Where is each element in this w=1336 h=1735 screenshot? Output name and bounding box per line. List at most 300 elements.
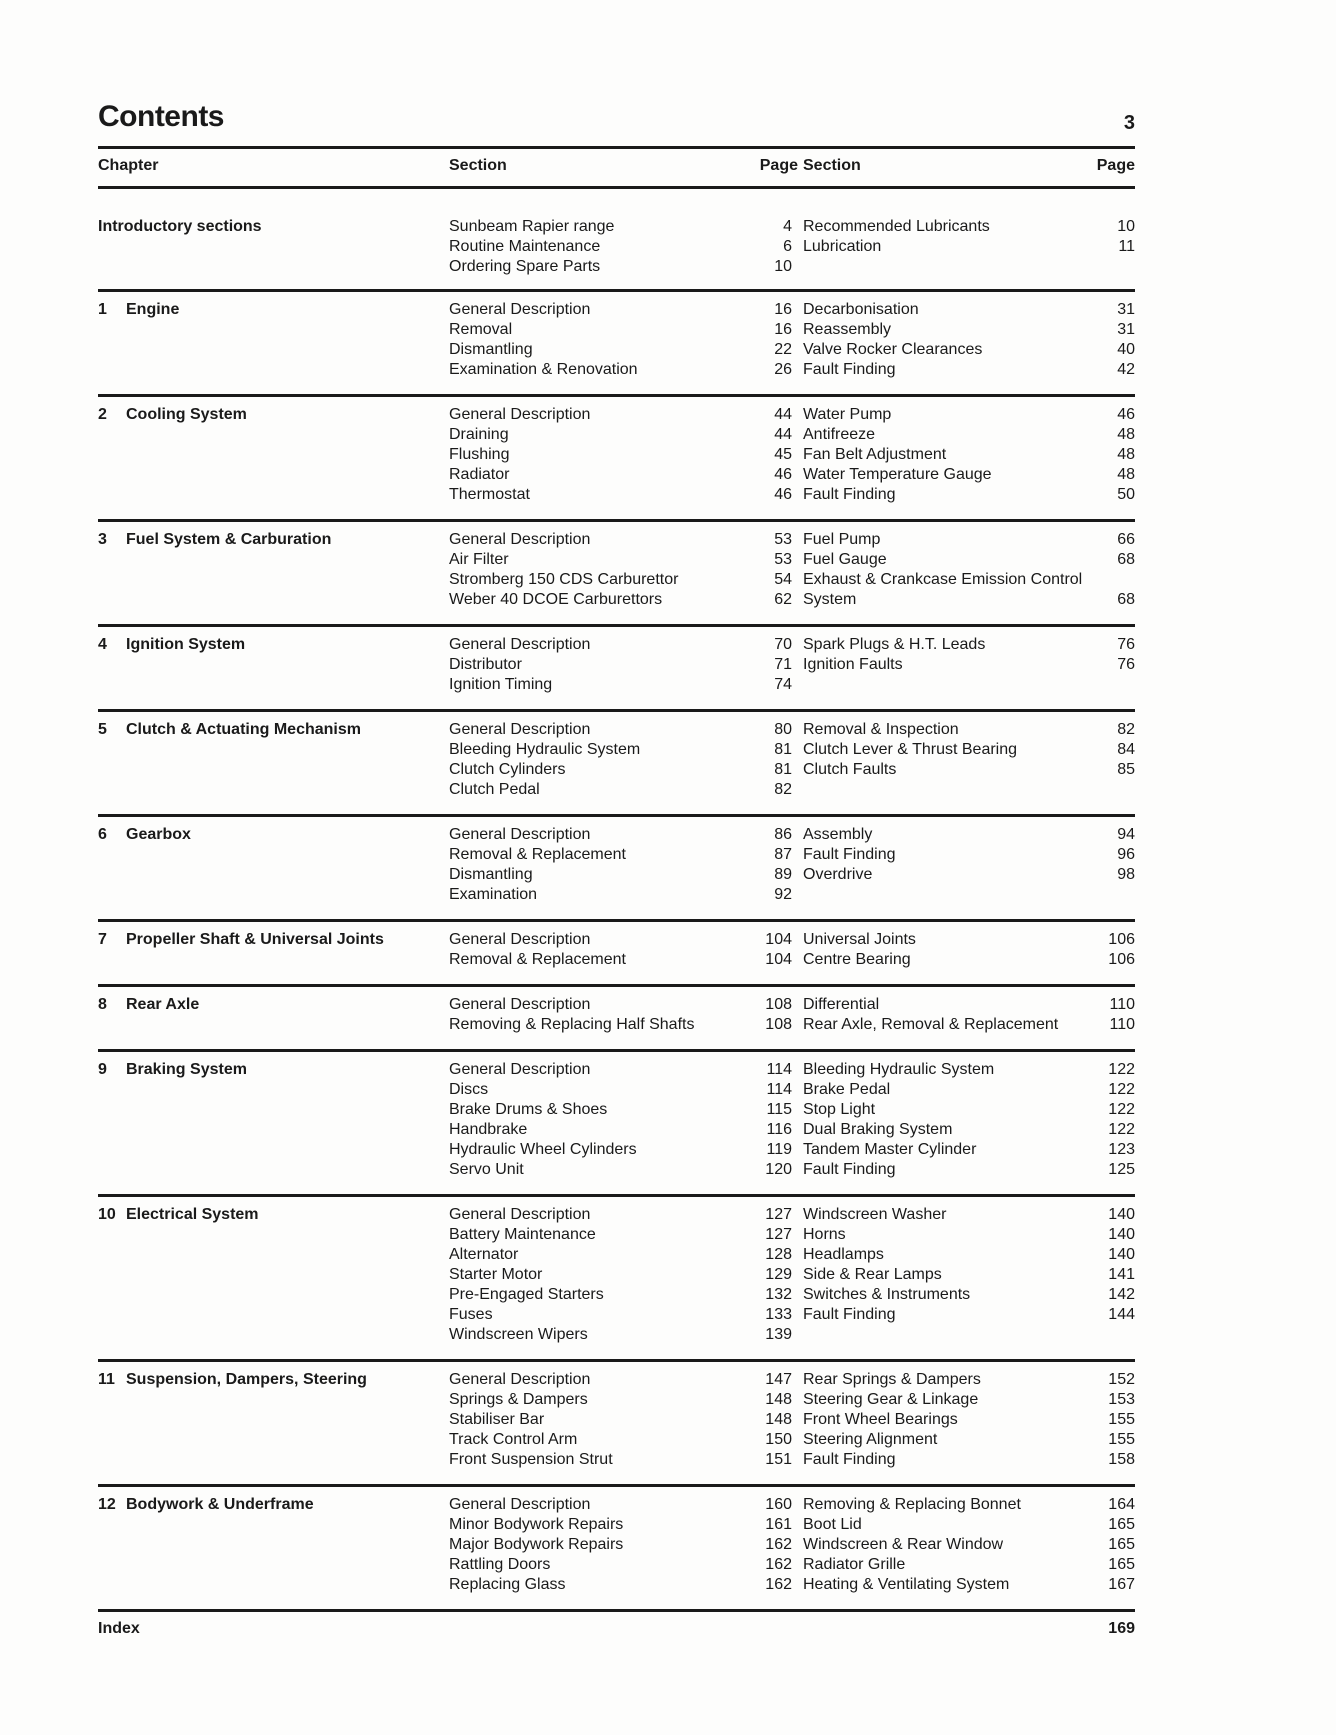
toc-entry[interactable] [449, 1495, 792, 1515]
right-section-column [803, 530, 1135, 610]
toc-entry[interactable] [449, 1515, 792, 1535]
entry-label: General Description [449, 636, 591, 653]
entry-label: Servo Unit [449, 1161, 524, 1178]
chapter-title[interactable] [98, 720, 361, 740]
section-columns [449, 217, 1135, 277]
toc-entry[interactable] [449, 530, 792, 550]
chapter-block [98, 1197, 1135, 1359]
toc-entry[interactable] [803, 530, 1135, 550]
entry-page: 164 [1108, 1496, 1135, 1513]
toc-entry[interactable] [449, 995, 792, 1015]
entry-label: Ignition Faults [803, 656, 903, 673]
toc-entry[interactable] [449, 865, 792, 885]
toc-entry[interactable] [449, 885, 792, 905]
entry-page: 120 [765, 1161, 792, 1178]
entry-page: 62 [774, 591, 792, 608]
entry-page: 74 [774, 676, 792, 693]
chapter-title[interactable] [98, 1060, 247, 1080]
entry-page: 140 [1108, 1206, 1135, 1223]
toc-entry[interactable] [803, 1535, 1135, 1555]
entry-label: Windscreen Washer [803, 1206, 947, 1223]
toc-entry[interactable] [803, 405, 1135, 425]
entry-label: Fan Belt Adjustment [803, 446, 947, 463]
toc-entry[interactable] [803, 1410, 1135, 1430]
section-columns [449, 825, 1135, 905]
toc-entry[interactable] [803, 1495, 1135, 1515]
entry-label: Fault Finding [803, 1451, 896, 1468]
right-section-column [803, 1060, 1135, 1180]
entry-label: Exhaust & Crankcase Emission Control [803, 571, 1083, 588]
right-section-column [803, 300, 1135, 380]
entry-page: 148 [765, 1391, 792, 1408]
entry-page: 92 [774, 886, 792, 903]
entry-page: 160 [765, 1496, 792, 1513]
entry-page: 6 [783, 238, 792, 255]
right-section-column [803, 995, 1135, 1035]
toc-entry[interactable] [803, 237, 1135, 257]
entry-page: 127 [765, 1226, 792, 1243]
entry-page: 144 [1108, 1306, 1135, 1323]
toc-entry[interactable] [803, 340, 1135, 360]
chapter-number: 1 [98, 301, 107, 318]
entry-page: 71 [774, 656, 792, 673]
entry-label: Decarbonisation [803, 301, 919, 318]
chapter-number: 8 [98, 996, 107, 1013]
toc-entry[interactable] [449, 1305, 792, 1325]
entry-label: Rattling Doors [449, 1556, 551, 1573]
entry-page: 10 [774, 258, 792, 275]
chapter-number: 9 [98, 1061, 107, 1078]
entry-page: 122 [1108, 1121, 1135, 1138]
toc-entry[interactable] [803, 1575, 1135, 1595]
entry-label: Draining [449, 426, 509, 443]
toc-entry[interactable] [449, 1015, 792, 1035]
entry-page: 84 [1117, 741, 1135, 758]
toc-entry[interactable] [449, 257, 792, 277]
toc-entry[interactable] [803, 950, 1135, 970]
toc-entry[interactable] [449, 1205, 792, 1225]
toc-entry[interactable] [449, 1370, 792, 1390]
left-section-column [449, 1495, 792, 1595]
chapter-title[interactable] [98, 1495, 314, 1515]
chapter-block [98, 189, 1135, 289]
toc-entry[interactable] [449, 635, 792, 655]
entry-page: 108 [765, 996, 792, 1013]
entry-label: Side & Rear Lamps [803, 1266, 942, 1283]
toc-entry[interactable] [803, 1205, 1135, 1225]
toc-entry[interactable] [803, 550, 1135, 570]
chapter-name: Electrical System [126, 1206, 259, 1223]
entry-label: Thermostat [449, 486, 530, 503]
toc-entry[interactable] [803, 485, 1135, 505]
entry-page: 81 [774, 761, 792, 778]
toc-entry[interactable] [449, 760, 792, 780]
right-section-column [803, 930, 1135, 970]
toc-entry[interactable] [449, 1080, 792, 1100]
entry-page: 139 [765, 1326, 792, 1343]
toc-entry[interactable] [449, 1140, 792, 1160]
entry-page: 133 [765, 1306, 792, 1323]
toc-entry[interactable] [449, 485, 792, 505]
chapter-name: Braking System [126, 1061, 247, 1078]
left-section-column [449, 300, 792, 380]
toc-entry[interactable] [803, 570, 1135, 590]
entry-page: 119 [766, 1141, 792, 1158]
toc-entry[interactable] [449, 1430, 792, 1450]
section-column-header: Section [449, 157, 507, 174]
right-section-column [803, 720, 1135, 780]
section-columns [449, 1370, 1135, 1470]
toc-entry[interactable] [803, 1100, 1135, 1120]
entry-label: General Description [449, 1371, 591, 1388]
entry-label: Alternator [449, 1246, 519, 1263]
section-columns [449, 995, 1135, 1035]
entry-label: Water Pump [803, 406, 892, 423]
entry-page: 16 [774, 301, 792, 318]
chapter-block [98, 292, 1135, 394]
entry-label: Removal & Replacement [449, 846, 626, 863]
chapter-number: 7 [98, 931, 107, 948]
entry-label: Clutch Pedal [449, 781, 540, 798]
chapter-title[interactable] [98, 300, 179, 320]
entry-label: Removal & Inspection [803, 721, 959, 738]
toc-entry[interactable] [449, 425, 792, 445]
chapter-number: 12 [98, 1496, 116, 1513]
toc-entry[interactable] [803, 865, 1135, 885]
entry-page: 46 [1117, 406, 1135, 423]
page-column-header-2: Page [1096, 157, 1135, 174]
page-title: Contents [98, 100, 224, 133]
entry-page: 96 [1117, 846, 1135, 863]
toc-entry[interactable] [803, 1120, 1135, 1140]
toc-entry[interactable] [449, 950, 792, 970]
toc-entry[interactable] [449, 720, 792, 740]
left-section-column [449, 1370, 792, 1470]
entry-page: 48 [1117, 426, 1135, 443]
entry-page: 106 [1108, 931, 1135, 948]
entry-label: Lubrication [803, 238, 882, 255]
entry-page: 70 [774, 636, 792, 653]
entry-page: 48 [1117, 446, 1135, 463]
entry-page: 162 [765, 1576, 792, 1593]
toc-entry[interactable] [803, 1140, 1135, 1160]
toc-entry[interactable] [449, 780, 792, 800]
toc-entry[interactable] [449, 1120, 792, 1140]
entry-label: Valve Rocker Clearances [803, 341, 983, 358]
entry-label: Antifreeze [803, 426, 876, 443]
toc-entry[interactable] [803, 1225, 1135, 1245]
entry-label: Windscreen Wipers [449, 1326, 588, 1343]
entry-label: Water Temperature Gauge [803, 466, 992, 483]
index-label: Index [98, 1620, 140, 1637]
entry-label: General Description [449, 1496, 591, 1513]
entry-page: 122 [1108, 1101, 1135, 1118]
chapter-list [98, 189, 1135, 1612]
toc-entry[interactable] [803, 360, 1135, 380]
chapter-title[interactable] [98, 217, 262, 237]
entry-label: Clutch Faults [803, 761, 897, 778]
entry-label: General Description [449, 826, 591, 843]
right-section-column [803, 217, 1135, 257]
toc-entry[interactable] [449, 1325, 792, 1345]
toc-entry[interactable] [803, 217, 1135, 237]
entry-label: Fault Finding [803, 486, 896, 503]
toc-entry[interactable] [803, 1430, 1135, 1450]
entry-page: 147 [765, 1371, 792, 1388]
toc-entry[interactable] [449, 1390, 792, 1410]
entry-label: Rear Axle, Removal & Replacement [803, 1016, 1059, 1033]
toc-entry[interactable] [803, 1285, 1135, 1305]
entry-page: 129 [765, 1266, 792, 1283]
left-section-column [449, 825, 792, 905]
toc-entry[interactable] [449, 445, 792, 465]
toc-entry[interactable] [803, 1555, 1135, 1575]
toc-entry[interactable] [449, 465, 792, 485]
entry-label: Centre Bearing [803, 951, 911, 968]
entry-page: 85 [1117, 761, 1135, 778]
entry-page: 31 [1117, 321, 1135, 338]
entry-label: General Description [449, 721, 591, 738]
entry-page: 155 [1108, 1431, 1135, 1448]
toc-entry[interactable] [803, 1370, 1135, 1390]
chapter-title[interactable] [98, 930, 384, 950]
entry-label: Front Suspension Strut [449, 1451, 613, 1468]
entry-label: Steering Gear & Linkage [803, 1391, 979, 1408]
right-section-column [803, 1370, 1135, 1470]
toc-entry[interactable] [449, 300, 792, 320]
entry-label: General Description [449, 531, 591, 548]
chapter-block [98, 817, 1135, 919]
entry-page: 140 [1108, 1226, 1135, 1243]
entry-label: Front Wheel Bearings [803, 1411, 958, 1428]
toc-entry[interactable] [803, 1245, 1135, 1265]
entry-label: Starter Motor [449, 1266, 543, 1283]
toc-entry[interactable] [449, 320, 792, 340]
entry-page: 116 [766, 1121, 792, 1138]
toc-entry[interactable] [449, 930, 792, 950]
chapter-name: Clutch & Actuating Mechanism [126, 721, 361, 738]
index-page: 169 [1108, 1620, 1135, 1637]
chapter-block [98, 1487, 1135, 1609]
toc-entry[interactable] [803, 825, 1135, 845]
chapter-title[interactable] [98, 1205, 259, 1225]
entry-label: Reassembly [803, 321, 892, 338]
toc-entry[interactable] [449, 655, 792, 675]
toc-entry[interactable] [803, 445, 1135, 465]
toc-entry[interactable] [803, 465, 1135, 485]
section-columns [449, 1495, 1135, 1595]
chapter-block [98, 627, 1135, 709]
toc-entry[interactable] [449, 1410, 792, 1430]
entry-page: 162 [765, 1556, 792, 1573]
toc-entry[interactable] [449, 590, 792, 610]
toc-entry[interactable] [803, 1265, 1135, 1285]
chapter-number: 4 [98, 636, 107, 653]
entry-label: Fuel Pump [803, 531, 881, 548]
section-columns [449, 405, 1135, 505]
right-section-column [803, 405, 1135, 505]
toc-entry[interactable] [803, 320, 1135, 340]
entry-label: Clutch Cylinders [449, 761, 566, 778]
chapter-number: 11 [98, 1371, 115, 1388]
entry-label: Examination [449, 886, 538, 903]
toc-entry[interactable] [449, 740, 792, 760]
chapter-block [98, 1362, 1135, 1484]
toc-entry[interactable] [449, 570, 792, 590]
entry-label: Ignition Timing [449, 676, 553, 693]
entry-page: 142 [1108, 1286, 1135, 1303]
chapter-block [98, 987, 1135, 1049]
entry-label: Discs [449, 1081, 489, 1098]
toc-entry[interactable] [803, 1450, 1135, 1470]
chapter-name: Bodywork & Underframe [126, 1496, 314, 1513]
entry-label: Stromberg 150 CDS Carburettor [449, 571, 679, 588]
entry-label: Springs & Dampers [449, 1391, 588, 1408]
toc-entry[interactable] [803, 845, 1135, 865]
right-section-column [803, 635, 1135, 675]
toc-entry[interactable] [449, 1450, 792, 1470]
entry-label: Fault Finding [803, 1306, 896, 1323]
entry-page: 122 [1108, 1081, 1135, 1098]
toc-entry[interactable] [449, 825, 792, 845]
entry-label: Dual Braking System [803, 1121, 953, 1138]
entry-page: 155 [1108, 1411, 1135, 1428]
chapter-name: Introductory sections [98, 218, 262, 235]
toc-entry[interactable] [449, 360, 792, 380]
toc-entry[interactable] [449, 1575, 792, 1595]
toc-entry[interactable] [803, 1160, 1135, 1180]
entry-page: 48 [1117, 466, 1135, 483]
entry-page: 162 [765, 1536, 792, 1553]
entry-label: System [803, 591, 857, 608]
left-section-column [449, 635, 792, 695]
entry-page: 158 [1108, 1451, 1135, 1468]
entry-page: 98 [1117, 866, 1135, 883]
chapter-number: 10 [98, 1206, 116, 1223]
chapter-title[interactable] [98, 995, 199, 1015]
toc-entry[interactable] [449, 1265, 792, 1285]
entry-page: 54 [774, 571, 792, 588]
toc-entry[interactable] [803, 995, 1135, 1015]
toc-entry[interactable] [449, 1160, 792, 1180]
index-row[interactable] [98, 1612, 1135, 1642]
toc-entry[interactable] [449, 405, 792, 425]
entry-page: 82 [774, 781, 792, 798]
chapter-title[interactable] [98, 825, 191, 845]
section-columns [449, 930, 1135, 970]
right-section-column [803, 825, 1135, 885]
entry-page: 10 [1117, 218, 1135, 235]
section-columns [449, 720, 1135, 800]
entry-label: Headlamps [803, 1246, 884, 1263]
right-section-column [803, 1495, 1135, 1595]
entry-label: Removal [449, 321, 513, 338]
chapter-block [98, 1052, 1135, 1194]
page-column-header: Page [759, 157, 798, 174]
toc-entry[interactable] [449, 237, 792, 257]
entry-page: 87 [774, 846, 792, 863]
toc-entry[interactable] [803, 1515, 1135, 1535]
contents-page [98, 100, 1135, 1642]
entry-page: 76 [1117, 636, 1135, 653]
toc-entry[interactable] [803, 300, 1135, 320]
toc-entry[interactable] [803, 720, 1135, 740]
toc-entry[interactable] [449, 1535, 792, 1555]
toc-entry[interactable] [803, 635, 1135, 655]
entry-page: 104 [765, 951, 792, 968]
toc-entry[interactable] [449, 1245, 792, 1265]
entry-label: General Description [449, 1206, 591, 1223]
entry-page: 53 [774, 551, 792, 568]
chapter-title[interactable] [98, 405, 247, 425]
toc-entry[interactable] [803, 590, 1135, 610]
toc-entry[interactable] [449, 340, 792, 360]
entry-page: 45 [774, 446, 792, 463]
left-section-column [449, 217, 792, 277]
toc-entry[interactable] [803, 655, 1135, 675]
entry-label: Brake Drums & Shoes [449, 1101, 608, 1118]
chapter-title[interactable] [98, 635, 245, 655]
entry-label: Bleeding Hydraulic System [803, 1061, 995, 1078]
chapter-name: Rear Axle [126, 996, 200, 1013]
toc-entry[interactable] [449, 550, 792, 570]
entry-label: Stabiliser Bar [449, 1411, 545, 1428]
toc-entry[interactable] [449, 1100, 792, 1120]
toc-entry[interactable] [803, 1060, 1135, 1080]
entry-page: 44 [774, 426, 792, 443]
entry-page: 86 [774, 826, 792, 843]
toc-entry[interactable] [449, 1060, 792, 1080]
toc-entry[interactable] [449, 845, 792, 865]
toc-entry[interactable] [803, 740, 1135, 760]
entry-label: Flushing [449, 446, 510, 463]
chapter-column-header: Chapter [98, 157, 159, 174]
toc-entry[interactable] [803, 1305, 1135, 1325]
entry-label: Major Bodywork Repairs [449, 1536, 624, 1553]
toc-entry[interactable] [449, 1555, 792, 1575]
entry-page: 165 [1108, 1556, 1135, 1573]
toc-entry[interactable] [449, 217, 792, 237]
chapter-title[interactable] [98, 530, 331, 550]
toc-entry[interactable] [803, 1080, 1135, 1100]
left-section-column [449, 995, 792, 1035]
toc-entry[interactable] [449, 1285, 792, 1305]
toc-entry[interactable] [803, 760, 1135, 780]
entry-page: 110 [1109, 1016, 1135, 1033]
entry-page: 122 [1108, 1061, 1135, 1078]
section-columns [449, 1060, 1135, 1180]
chapter-number: 6 [98, 826, 107, 843]
toc-entry[interactable] [803, 425, 1135, 445]
entry-label: Track Control Arm [449, 1431, 578, 1448]
chapter-block [98, 922, 1135, 984]
entry-page: 115 [766, 1101, 792, 1118]
chapter-title[interactable] [98, 1370, 367, 1390]
entry-page: 16 [774, 321, 792, 338]
toc-entry[interactable] [449, 1225, 792, 1245]
entry-label: Examination & Renovation [449, 361, 638, 378]
section-columns [449, 530, 1135, 610]
toc-entry[interactable] [803, 930, 1135, 950]
entry-page: 68 [1117, 551, 1135, 568]
entry-label: General Description [449, 406, 591, 423]
entry-label: Dismantling [449, 341, 533, 358]
entry-label: Universal Joints [803, 931, 916, 948]
toc-entry[interactable] [449, 675, 792, 695]
toc-entry[interactable] [803, 1015, 1135, 1035]
toc-entry[interactable] [803, 1390, 1135, 1410]
chapter-name: Engine [126, 301, 180, 318]
